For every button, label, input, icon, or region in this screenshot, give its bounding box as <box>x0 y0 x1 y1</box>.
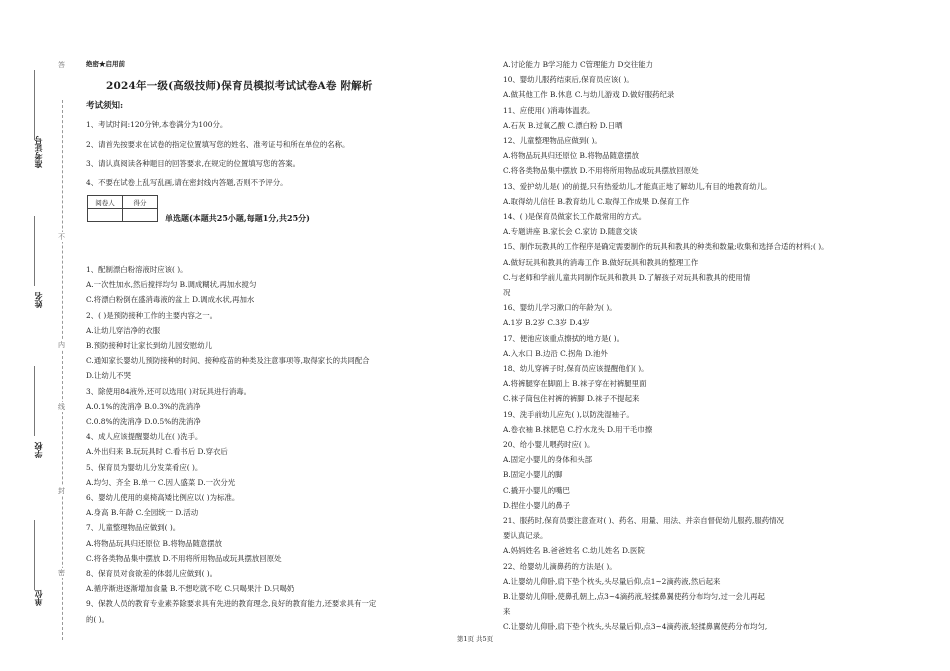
question-line: 1、配制漂白粉溶液时应该( )。 <box>86 265 188 274</box>
name-field[interactable] <box>34 216 35 286</box>
question-line: 6、婴幼儿使用的桌椅高矮比例应以( )为标准。 <box>86 493 240 502</box>
notice-item: 4、不要在试卷上乱写乱画,请在密封线内答题,否则不予评分。 <box>86 178 288 187</box>
binding-strip <box>18 40 68 650</box>
question-option: B.预防接种时让家长到幼儿园安慰幼儿 <box>86 341 213 350</box>
seal-word: 答 <box>58 61 65 69</box>
name-label: 姓名 <box>33 292 43 308</box>
ticket-number-label: 准考证号 <box>33 136 43 168</box>
question-option: A.均匀、齐全 B.单一 C.因人盛菜 D.一次分光 <box>86 477 236 487</box>
question-option: C.与老师和学前儿童共同制作玩具和教具 D.了解孩子对玩具和教具的使用情 <box>503 272 751 282</box>
question-option: A.将物品玩具归还原位 B.将物品随意摆放 <box>86 538 223 548</box>
question-line: 况 <box>503 288 511 297</box>
question-option: A.1岁 B.2岁 C.3岁 D.4岁 <box>503 318 590 328</box>
question-line: 9、保教人员的教育专业素养除要求具有先进的教育理念,良好的教育能力,还要求具有一定 <box>86 599 377 609</box>
ticket-number-field[interactable] <box>34 70 35 140</box>
question-line: 来 <box>503 607 511 617</box>
question-option: A.妈妈姓名 B.爸爸姓名 C.幼儿姓名 D.医院 <box>503 546 645 556</box>
seal-word: 密 <box>58 569 65 577</box>
question-option: B.让婴幼儿仰卧,使鼻孔朝上,点3~4滴药液,轻揉鼻翼使药分布均匀,过一会儿再起 <box>503 592 765 601</box>
question-option: A.让婴幼儿仰卧,肩下垫个枕头,头尽量后仰,点1~2滴药液,然后起来 <box>503 576 721 586</box>
question-option: A.卷衣袖 B.抹肥皂 C.拧水龙头 D.用干毛巾擦 <box>503 424 653 434</box>
score-table <box>87 195 158 222</box>
question-option: C.通知家长婴幼儿预防接种的时间、接种疫苗的种类及注意事项等,取得家长的共同配合 <box>86 356 370 366</box>
question-option: A.将裤腿穿在脚面上 B.袜子穿在衬裤腿里面 <box>503 379 647 389</box>
reviewer-header: 阅卷人 <box>88 196 123 209</box>
question-option: C.让婴幼儿仰卧,肩下垫个枕头,头尽量后仰,点3~4滴药液,轻揉鼻翼使药分布均匀, <box>503 622 768 632</box>
notice-item: 1、考试时间:120分钟,本卷满分为100分。 <box>86 120 228 129</box>
question-line: 16、婴幼儿学习漱口的年龄为( )。 <box>503 303 617 313</box>
question-option: A.外出归来 B.玩玩具时 C.看书后 D.穿衣后 <box>86 447 228 457</box>
question-option: A.讨论能力 B学习能力 C管理能力 D交往能力 <box>503 60 653 69</box>
question-line: 19、洗手前幼儿应先( ),以防洗湿袖子。 <box>503 409 634 419</box>
question-line: 13、爱护幼儿是( )的前提,只有热爱幼儿,才能真正地了解幼儿,有目的地教育幼儿。 <box>503 181 772 191</box>
school-field[interactable] <box>34 366 35 436</box>
question-option: A.取得幼儿信任 B.教育幼儿 C.取得工作成果 D.保育工作 <box>503 196 690 206</box>
question-option: C.将漂白粉倒在盛消毒液的盆上 D.调成水状,再加水 <box>86 295 255 305</box>
question-line: 22、给婴幼儿滴鼻药的方法是( )。 <box>503 561 617 571</box>
reviewer-cell[interactable] <box>88 209 123 222</box>
question-option: A.身高 B.年龄 C.全园统一 D.活动 <box>86 508 199 518</box>
question-option: C.0.8%的洗消净 D.0.5%的洗消净 <box>86 417 201 426</box>
score-cell[interactable] <box>123 209 158 222</box>
question-option: B.固定小婴儿的脚 <box>503 470 563 480</box>
question-line: 15、制作玩教具的工作程序是确定需要制作的玩具和教具的种类和数量;收集和选择合适的材料;( )。 <box>503 242 829 252</box>
question-option: A.做好玩具和教具的消毒工作 B.做好玩具和教具的整理工作 <box>503 257 699 267</box>
question-line: 14、( )是保育员做家长工作最常用的方式。 <box>503 212 647 221</box>
question-option: A.让幼儿穿洁净的衣服 <box>86 325 161 335</box>
question-line: 11、应使用( )消毒体温表。 <box>503 105 595 115</box>
question-option: A.做其他工作 B.休息 C.与幼儿游戏 D.做好服药纪录 <box>503 90 675 100</box>
question-line: 4、成人应该提醒婴幼儿在( )洗手。 <box>86 432 203 442</box>
question-line: 的( )。 <box>86 614 109 624</box>
question-line: 8、保育员对食欲差的体弱儿应做到( )。 <box>86 569 218 578</box>
question-line: 5、保育员为婴幼儿分发菜肴应( )。 <box>86 462 203 472</box>
question-line: 7、儿童整理物品应做到( )。 <box>86 523 181 533</box>
page-number: 第1页 共5页 <box>456 635 494 643</box>
seal-word: 不 <box>58 233 65 241</box>
secret-mark: 绝密★启用前 <box>86 60 125 68</box>
question-option: A.石灰 B.过氧乙酸 C.漂白粉 D.日晒 <box>503 120 623 130</box>
question-line: 21、服药时,保育员要注意查对( )、药名、用量、用法、并亲自督促幼儿服药,服药情况 <box>503 516 784 525</box>
question-line: 3、除使用84液外,还可以选用( )对玩具进行消毒。 <box>86 386 251 396</box>
seal-word: 封 <box>58 487 65 495</box>
question-line: 17、便池应该重点擦拭的地方是( )。 <box>503 333 624 343</box>
section-title: 单选题(本题共25小题,每题1分,共25分) <box>165 213 310 223</box>
unit-field[interactable] <box>34 520 35 590</box>
notice-item: 3、请认真阅读各种题目的回答要求,在规定的位置填写您的答案。 <box>86 159 300 168</box>
notice-heading: 考试须知: <box>86 101 124 111</box>
page-title: 2024年一级(高级技师)保育员模拟考试试卷A卷 附解析 <box>106 80 373 92</box>
seal-word: 线 <box>58 403 65 411</box>
question-option: A.入水口 B.边沿 C.拐角 D.池外 <box>503 348 608 358</box>
notice-item: 2、请首先按要求在试卷的指定位置填写您的姓名、准考证号和所在单位的名称。 <box>86 140 350 149</box>
question-line: 12、儿童整理物品应做到( )。 <box>503 136 602 145</box>
question-option: A.循序渐进逐渐增加食量 B.不想吃就不吃 C.只喝果汁 D.只喝奶 <box>86 584 295 594</box>
question-option: C.袜子筒包住衬裤的裤脚 D.袜子不提起来 <box>503 394 640 404</box>
question-option: A.专题讲座 B.家长会 C.家访 D.随意交谈 <box>503 227 638 237</box>
seal-line <box>62 100 63 640</box>
question-option: A.一次性加水,然后搅拌均匀 B.调成糊状,再加水搅匀 <box>86 280 257 290</box>
question-option: D.让幼儿不哭 <box>86 371 131 381</box>
seal-word: 内 <box>58 341 65 349</box>
question-line: 20、给小婴儿喂药时应( )。 <box>503 440 595 449</box>
question-option: A.0.1%的洗消净 B.0.3%的洗消净 <box>86 401 201 411</box>
question-option: C.将各类物品集中摆放 D.不用将所用物品或玩具摆放回原处 <box>86 553 282 563</box>
question-option: D.捏住小婴儿的鼻子 <box>503 500 571 510</box>
school-label: 学校 <box>33 442 43 458</box>
question-option: C.将各类物品集中摆放 D.不用将所用物品或玩具摆放回原处 <box>503 166 699 176</box>
score-header: 得分 <box>123 196 158 209</box>
question-line: 2、( )是预防接种工作的主要内容之一。 <box>86 310 218 320</box>
question-line: 10、婴幼儿服药结束后,保育员应该( )。 <box>503 75 634 85</box>
question-option: C.撬开小婴儿的嘴巴 <box>503 485 570 495</box>
question-line: 18、幼儿穿裤子时,保育员应该提醒他们( )。 <box>503 364 649 373</box>
unit-label: 单位 <box>33 590 43 606</box>
question-option: A.将物品玩具归还原位 B.将物品随意摆放 <box>503 151 640 161</box>
question-option: A.固定小婴儿的身体和头部 <box>503 455 592 465</box>
question-line: 要认真记录。 <box>503 531 548 541</box>
